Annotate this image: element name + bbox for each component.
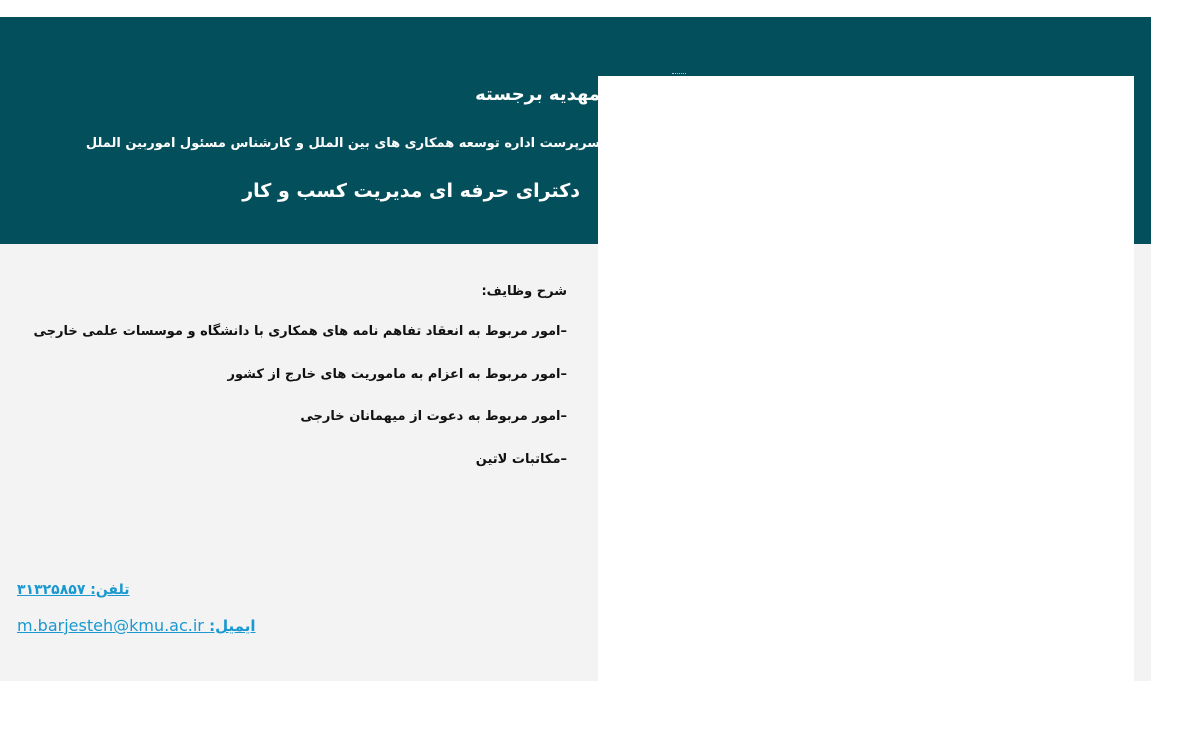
duty-item: –امور مربوط به اعزام به ماموریت های خارج از کشور — [227, 366, 567, 382]
duty-item: –امور مربوط به انعقاد تفاهم نامه های همکاری با دانشگاه و موسسات علمی خارجی — [33, 324, 567, 339]
decorative-dots — [672, 73, 686, 77]
email-link[interactable] — [17, 616, 255, 635]
duties-list — [33, 321, 567, 470]
duty-item: –مکاتبات لاتین — [475, 451, 567, 467]
person-name: مهدیه برجسته — [475, 84, 600, 105]
duties-title: شرح وظایف: — [481, 284, 567, 299]
academic-degree: دکترای حرفه ای مدیریت کسب و کار — [242, 180, 580, 202]
phone-label: تلفن: — [90, 582, 130, 598]
phone-link[interactable] — [17, 582, 129, 598]
duties-section — [33, 284, 567, 491]
phone-value: ۳۱۳۲۵۸۵۷ — [17, 582, 86, 598]
duty-item: –امور مربوط به دعوت از میهمانان خارجی — [300, 409, 567, 424]
profile-photo-placeholder — [598, 76, 1134, 681]
job-position: سرپرست اداره توسعه همکاری های بین الملل و کارشناس مسئول اموربین الملل — [85, 136, 600, 151]
email-label: ایمیل: — [209, 617, 256, 635]
email-address: m.barjesteh@kmu.ac.ir — [17, 616, 204, 635]
